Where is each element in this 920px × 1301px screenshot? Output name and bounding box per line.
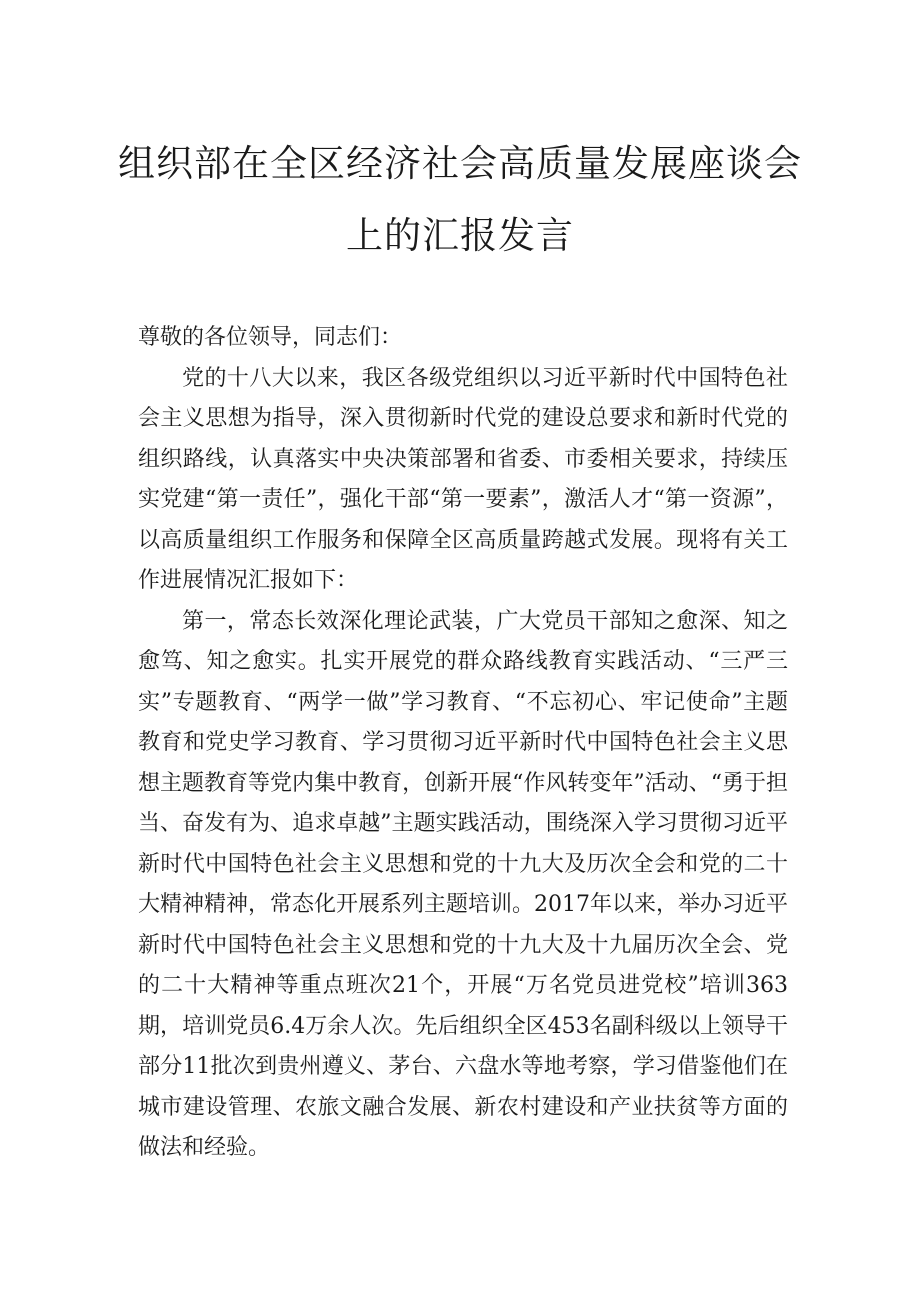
salutation: 尊敬的各位领导，同志们： <box>138 325 403 350</box>
paragraph-first-point: 第一，常态长效深化理论武装，广大党员干部知之愈深、知之愈笃、知之愈实。扎实开展党的群众路线教育实践活动、“三严三实”专题教育、“两学一做”学习教育、“不忘初心、牢记使命”主题教育和党史学习教育、学习贯彻习近平新时代中国特色社会主义思想主题教育等党内集中教育，创新开展“作风转变年”活动、“勇于担当、奋发有为、追求卓越”主题实践活动，围绕深入学习贯彻习近平新时代中国特色社会主义思想和党的十九大及历次全会和党的二十大精神精神，常态化开展系列主题培训。2017年以来，举办习近平新时代中国特色社会主义思想和党的十九大及十九届历次全会、党的二十大精神等重点班次21个，开展“万名党员进党校”培训363期，培训党员6.4万余人次。先后组织全区453名副科级以上领导干部分11批次到贵州遵义、茅台、六盘水等地考察，学习借鉴他们在城市建设管理、农旅文融合发展、新农村建设和产业扶贫等方面的做法和经验。 <box>138 608 788 1160</box>
document-title-line-2: 上的汇报发言 <box>346 214 574 257</box>
paragraph-intro: 党的十八大以来，我区各级党组织以习近平新时代中国特色社会主义思想为指导，深入贯彻新时代党的建设总要求和新时代党的组织路线，认真落实中央决策部署和省委、市委相关要求，持续压实党建“第一责任”，强化干部“第一要素”，激活人才“第一资源”，以高质量组织工作服务和保障全区高质量跨越式发展。现将有关工作进展情况汇报如下： <box>138 365 788 593</box>
document-title-line-1: 组织部在全区经济社会高质量发展座谈会 <box>118 142 802 185</box>
document-body <box>138 318 788 1169</box>
